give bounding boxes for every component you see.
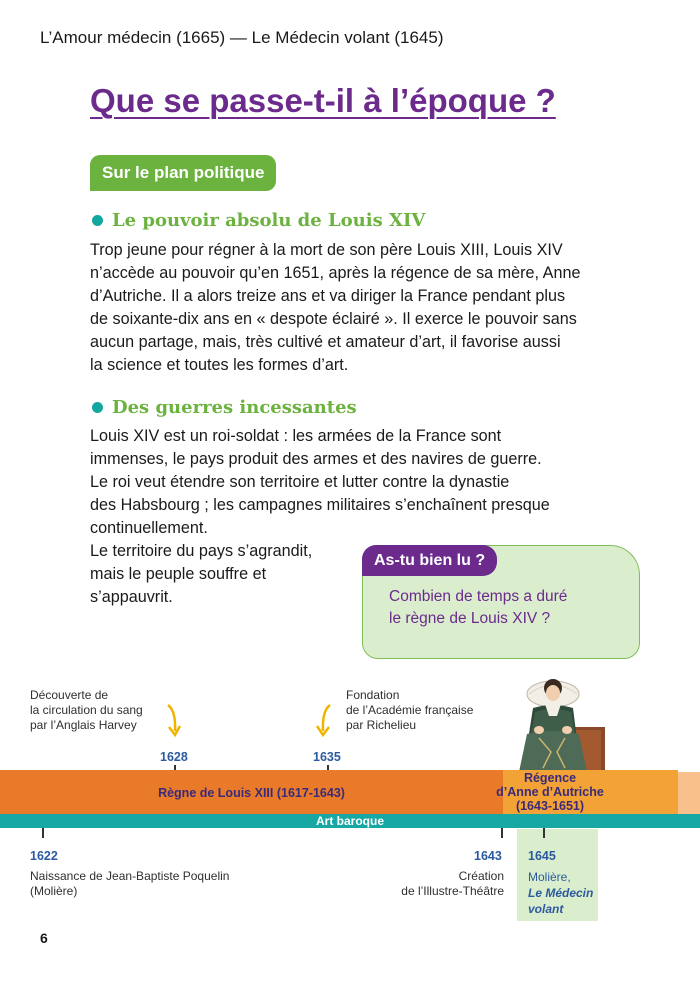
- timeline-year-1645: 1645: [528, 849, 556, 863]
- event-line: par l’Anglais Harvey: [30, 718, 137, 732]
- text-line: n’accède au pouvoir qu’en 1651, après la régence de sa mère, Anne: [90, 264, 581, 282]
- tick: [42, 828, 44, 838]
- event-line: de l’Illustre-Théâtre: [401, 884, 504, 898]
- text-line: mais le peuple souffre et: [90, 565, 267, 583]
- text-line: immenses, le pays produit des armes et des navires de guerre.: [90, 450, 542, 468]
- timeline-event-academie: [346, 688, 473, 733]
- page-title: Que se passe-t-il à l’époque ?: [90, 82, 556, 119]
- text-line: Le roi veut étendre son territoire et lutter contre la dynastie: [90, 473, 510, 491]
- arrow-down-icon: [163, 703, 183, 739]
- event-line: Le Médecin: [528, 886, 594, 900]
- text-line: de soixante-dix ans en « despote éclairé ». Il exerce le pouvoir sans: [90, 310, 577, 328]
- text-line: s’appauvrit.: [90, 588, 173, 606]
- timeline-event-naissance: [30, 869, 229, 899]
- paragraph-pouvoir: [90, 239, 650, 377]
- quiz-line: Combien de temps a duré: [389, 588, 568, 605]
- timeline-event-harvey: [30, 688, 143, 733]
- event-line: la circulation du sang: [30, 703, 143, 717]
- text-line: la science et toutes les formes d’art.: [90, 356, 349, 374]
- quiz-question: [389, 586, 619, 630]
- bullet-icon: [92, 402, 103, 413]
- subsection-heading-text: Le pouvoir absolu de Louis XIV: [112, 210, 426, 231]
- text-line: des Habsbourg ; les campagnes militaires s’enchaînent presque: [90, 496, 550, 514]
- event-line: Fondation: [346, 688, 400, 702]
- timeline-year-1643: 1643: [474, 849, 502, 863]
- timeline-event-medecin-volant: [528, 869, 593, 917]
- event-line: par Richelieu: [346, 718, 417, 732]
- text-line: aucun partage, mais, très cultivé et amateur d’art, il favorise aussi: [90, 333, 561, 351]
- event-line: de l’Académie française: [346, 703, 474, 717]
- event-line: (Molière): [30, 884, 78, 898]
- timeline-event-illustre-theatre: [384, 869, 504, 899]
- timeline-year-1628: 1628: [160, 750, 188, 764]
- bullet-icon: [92, 215, 103, 226]
- band-line: (1643-1651): [515, 799, 585, 813]
- quiz-tab: As-tu bien lu ?: [362, 545, 497, 576]
- subsection-heading-text: Des guerres incessantes: [112, 397, 357, 418]
- timeline-band-regence-label: [490, 771, 610, 813]
- event-line: volant: [528, 902, 564, 916]
- running-head: L’Amour médecin (1665) — Le Médecin volant (1645): [40, 28, 444, 47]
- text-line: Trop jeune pour régner à la mort de son père Louis XIII, Louis XIV: [90, 241, 563, 259]
- event-line: Molière,: [528, 870, 571, 884]
- event-line: Naissance de Jean-Baptiste Poquelin: [30, 869, 230, 883]
- text-line: Le territoire du pays s’agrandit,: [90, 542, 313, 560]
- subsection-heading-guerres: [92, 397, 357, 418]
- band-line: d’Anne d’Autriche: [496, 785, 604, 799]
- tick: [543, 828, 545, 838]
- quiz-line: le règne de Louis XIV ?: [389, 610, 551, 627]
- band-line: Régence: [523, 771, 577, 785]
- anne-autriche-portrait: [505, 672, 605, 772]
- event-line: Création: [458, 869, 504, 883]
- timeline-band-louis-xiii-label: Règne de Louis XIII (1617-1643): [158, 786, 345, 800]
- timeline-year-1635: 1635: [313, 750, 341, 764]
- section-badge: Sur le plan politique: [90, 155, 276, 191]
- page-number: 6: [40, 930, 48, 946]
- subsection-heading-pouvoir: [92, 210, 425, 231]
- arrow-down-icon: [314, 703, 334, 739]
- timeline-year-1622: 1622: [30, 849, 58, 863]
- timeline-band-baroque: Art baroque: [0, 814, 700, 828]
- event-line: Découverte de: [30, 688, 109, 702]
- text-line: d’Autriche. Il a alors treize ans et va diriger la France pendant plus: [90, 287, 566, 305]
- quiz-box: [362, 545, 640, 659]
- text-line: continuellement.: [90, 519, 208, 537]
- text-line: Louis XIV est un roi-soldat : les armées de la France sont: [90, 427, 502, 445]
- tick: [501, 828, 503, 838]
